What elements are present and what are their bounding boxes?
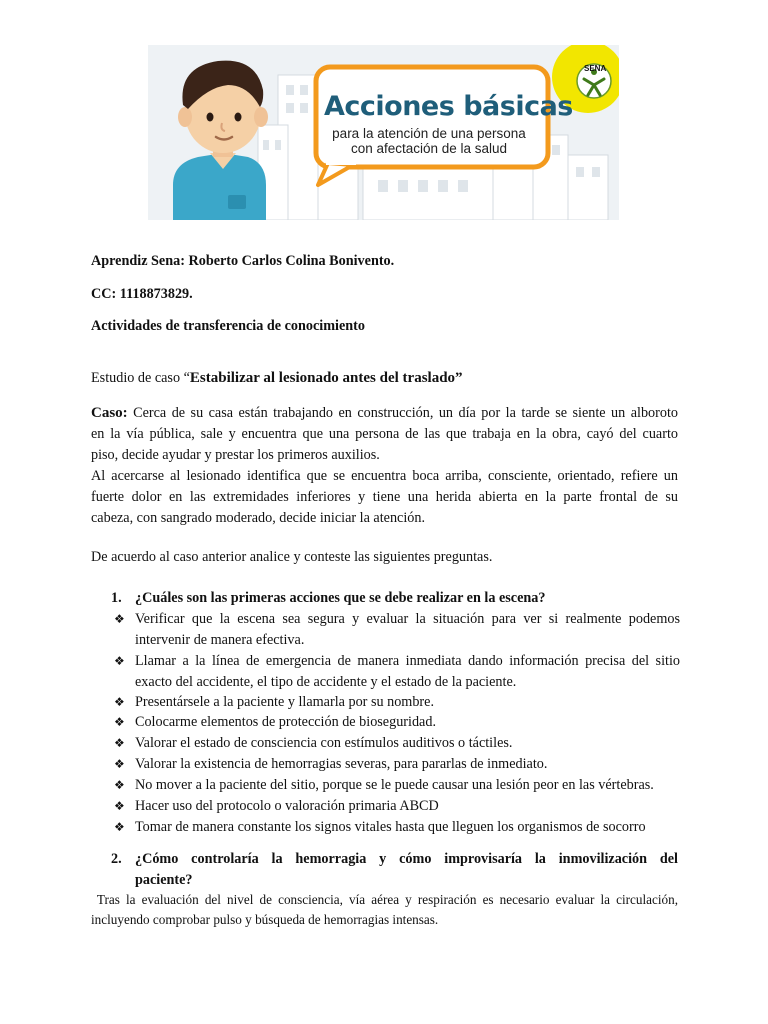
case-line-3: piso, decide ayudar y prestar los primeros auxilios. xyxy=(91,447,380,463)
case-label: Caso: xyxy=(91,405,128,421)
question-1-text: ¿Cuáles son las primeras acciones que se debe realizar en la escena? xyxy=(135,590,546,606)
bullet-icon: ❖ xyxy=(114,736,125,750)
case-line-4: Al acercarse al lesionado identifica que se encuentra boca arriba, consciente, orientado, refiere un xyxy=(91,468,678,484)
case-line-5: fuerte dolor en las extremidades inferiores y tiene una herida abierta en la parte frontal de su xyxy=(91,489,678,505)
instructions: De acuerdo al caso anterior analice y conteste las siguientes preguntas. xyxy=(91,549,493,565)
sena-logo-text: SENA xyxy=(584,64,607,73)
case-line-6: cabeza, con sangrado moderado, decide iniciar la atención. xyxy=(91,510,426,526)
bullet-icon: ❖ xyxy=(114,778,125,792)
case-study-prefix: Estudio de caso “ xyxy=(91,370,190,386)
question-2-number: 2. xyxy=(111,851,122,867)
student-id: CC: 1118873829. xyxy=(91,286,193,302)
question-1-number: 1. xyxy=(111,590,122,606)
case-line-2: en la vía pública, sale y encuentra que una persona de las que trabaja en la obra, cayó del cuarto xyxy=(91,426,678,442)
header-banner xyxy=(148,45,619,220)
bullet-icon: ❖ xyxy=(114,820,125,834)
banner-subtitle-line2: con afectación de la salud xyxy=(350,141,508,156)
bullet-icon: ❖ xyxy=(114,654,125,668)
banner-subtitle-line1: para la atención de una persona xyxy=(332,126,526,141)
case-study-heading xyxy=(91,370,463,387)
activity-title: Actividades de transferencia de conocimiento xyxy=(91,318,365,334)
question-2-answer xyxy=(91,890,678,930)
case-line-1: Cerca de su casa están trabajando en construcción, un día por la tarde se siente un alboroto xyxy=(133,405,678,421)
bullet-icon: ❖ xyxy=(114,799,125,813)
banner-title: Acciones básicas xyxy=(324,91,573,122)
case-study-title: Estabilizar al lesionado antes del traslado” xyxy=(189,370,463,386)
question-2-answer-line-1: Tras la evaluación del nivel de consciencia, vía aérea y respiración es necesario evaluar la circulación, xyxy=(91,892,678,907)
case-paragraph xyxy=(91,403,678,529)
question-1-heading xyxy=(111,590,545,607)
student-name: Aprendiz Sena: Roberto Carlos Colina Bonivento. xyxy=(91,253,395,269)
question-2-answer-line-2: incluyendo comprobar pulso y búsqueda de hemorragias intensas. xyxy=(91,912,439,927)
bullet-icon: ❖ xyxy=(114,715,125,729)
bullet-icon: ❖ xyxy=(114,757,125,771)
document-page: Acciones básicas para la atención de una persona con afectación de la salud SENA Aprendiz Sena: Roberto Carlos Colina Bonivento. CC: 1118873829. Actividades de transferencia de conocimiento Estudio de caso “Estabilizar al lesionado antes del traslado” Caso: Cerca de su casa están trabajando en construcción, un día por la tarde se siente un alboroto en la vía pública, sale y encuentra que una persona de las que trabaja en la obra, cayó del cuarto piso, decide ayudar y prestar los primeros auxilios. Al acercarse al lesionado identifica que se encuentra boca arriba, consciente, orientado, refiere un fuerte dolor en las extremidades inferiores y tiene una herida abierta en la parte frontal de su cabeza, con sangrado moderado, decide iniciar la atención. De acuerdo al caso anterior analice y conteste las siguientes preguntas. 1. ¿Cuáles son las primeras acciones que se debe realizar en la escena? ❖ Verificar que la escena sea segura y evaluar la situación para ver si realmente podemos intervenir de manera efectiva. ❖ Llamar a la línea de emergencia de manera inmediata dando información precisa del sitio exacto del accidente, el tipo de accidente y el estado de la paciente. ❖ Presentársele a la paciente y llamarla por su nombre. ❖ Colocarme elementos de protección de bioseguridad. ❖ Valorar el estado de consciencia con estímulos auditivos o táctiles. ❖ Valorar la existencia de hemorragias severas, para pararlas de inmediato. ❖ No mover a la paciente del sitio, porque se le puede causar una lesión peor en las vértebras. ❖ Hacer uso del protocolo o valoración primaria ABCD ❖ Tomar de manera constante los signos vitales hasta que lleguen los organismos de socorro 2. ¿Cómo controlaría la hemorragia y cómo improvisaría la inmovilización del paciente? Tras la evaluación del nivel de consciencia, vía aérea y respiración es necesario evaluar la circulación, incluyendo comprobar pulso y búsqueda de hemorragias intensas. xyxy=(0,0,768,1024)
question-2-line-1: ¿Cómo controlaría la hemorragia y cómo improvisaría la inmovilización del xyxy=(135,851,678,867)
bullet-icon: ❖ xyxy=(114,695,125,709)
bullet-icon: ❖ xyxy=(114,612,125,626)
question-2-line-2: paciente? xyxy=(135,872,193,888)
